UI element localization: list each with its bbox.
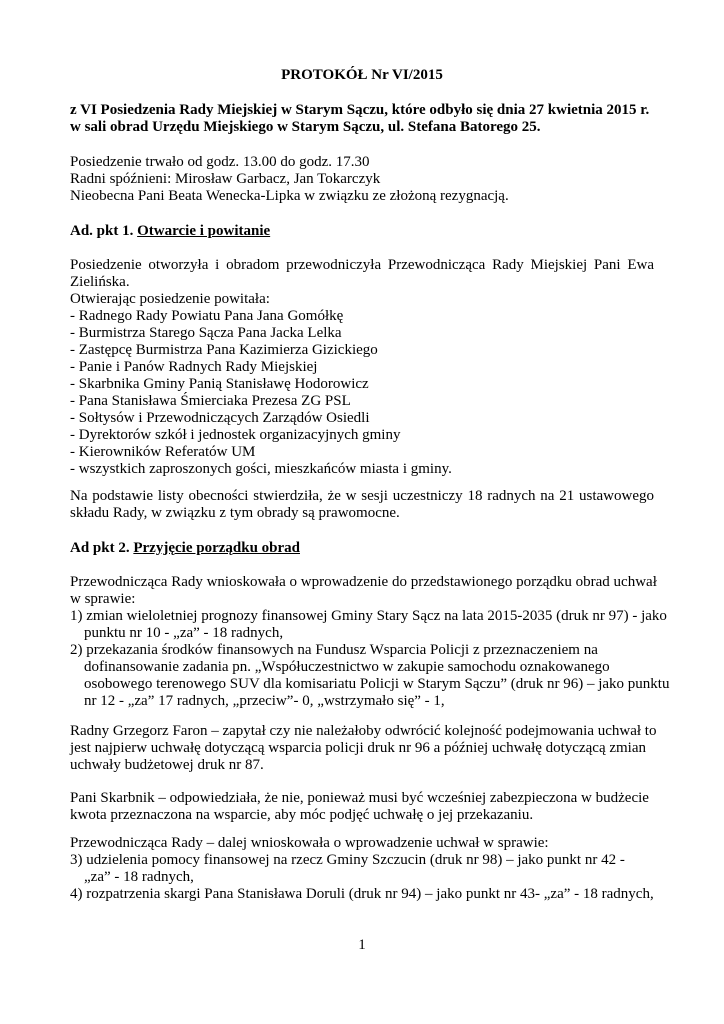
treasurer-text: Pani Skarbnik – odpowiedziała, że nie, ponieważ musi być wcześniej zabezpieczona w budżecie [70,790,649,806]
late-councillors: Radni spóźnieni: Mirosław Garbacz, Jan Tokarczyk [70,171,381,187]
greeting-item: - Kierowników Referatów UM [70,444,256,460]
agenda-item-1-vote: punktu nr 10 - „za” - 18 radnych, [84,625,284,641]
document-subtitle [70,102,654,136]
section1-title: Otwarcie i powitanie [137,223,271,239]
greeting-intro: Otwierając posiedzenie powitała: [70,291,270,307]
greeting-item: - Zastępcę Burmistrza Pana Kazimierza Gizickiego [70,342,378,358]
document-title: PROTOKÓŁ Nr VI/2015 [281,67,443,83]
section1-heading [70,223,654,240]
further-request [70,835,654,903]
greeting-item: - Burmistrza Starego Sącza Pana Jacka Lelka [70,325,342,341]
faron-question [70,723,657,774]
greeting-item: - wszystkich zaproszonych gości, mieszkańców miasta i gminy. [70,461,452,477]
faron-text: uchwały budżetowej druk nr 87. [70,757,264,773]
agenda-item-2-text: dofinansowanie zadania pn. „Współuczestnictwo w zakupie samochodu oznakowanego [84,659,610,675]
greeting-item: - Radnego Rady Powiatu Pana Jana Gomółkę [70,308,344,324]
request-text: w sprawie: [70,591,136,607]
section2-prefix: Ad pkt 2. [70,540,130,556]
greeting-item: - Sołtysów i Przewodniczących Zarządów Osiedli [70,410,370,426]
absent-councillor: Nieobecna Pani Beata Wenecka-Lipka w związku ze złożoną rezygnacją. [70,188,509,204]
quorum-text: składu Rady, w związku z tym obrady są prawomocne. [70,505,400,521]
quorum-paragraph [70,488,654,522]
greeting-item: - Panie i Panów Radnych Rady Miejskiej [70,359,318,375]
further-request-text: Przewodnicząca Rady – dalej wnioskowała o wprowadzenie uchwał w sprawie: [70,835,549,851]
page-number: 1 [358,937,366,953]
session-info [70,154,654,205]
subtitle-line: w sali obrad Urzędu Miejskiego w Starym Sączu, ul. Stefana Batorego 25. [70,119,541,135]
greeting-item: - Pana Stanisława Śmierciaka Prezesa ZG PSL [70,393,351,409]
quorum-text: Na podstawie listy obecności stwierdziła, że w sesji uczestniczy 18 radnych na 21 ustawowego [70,488,654,504]
section1-opening [70,257,654,478]
section1-prefix: Ad. pkt 1. [70,223,134,239]
section2-title: Przyjęcie porządku obrad [133,540,300,556]
agenda-item-2-text: osobowego terenowego SUV dla komisariatu Policji w Starym Sączu” (druk nr 96) – jako punktu [84,676,670,692]
agenda-item-4: 4) rozpatrzenia skargi Pana Stanisława Doruli (druk nr 94) – jako punkt nr 43- „za” - 18 radnych, [70,886,654,902]
agenda-item-2-vote: nr 12 - „za” 17 radnych, „przeciw”- 0, „wstrzymało się” - 1, [84,693,445,709]
faron-text: Radny Grzegorz Faron – zapytał czy nie należałoby odwrócić kolejność podejmowania uchwał to [70,723,657,739]
agenda-item-2: 2) przekazania środków finansowych na Fundusz Wsparcia Policji z przeznaczeniem na [70,642,598,658]
section2-heading [70,540,654,557]
agenda-item-1: 1) zmian wieloletniej prognozy finansowej Gminy Stary Sącz na lata 2015-2035 (druk nr 97) - jako [70,608,667,624]
opening-text: Posiedzenie otworzyła i obradom przewodniczyła Przewodnicząca Rady Miejskiej Pani Ewa [70,257,654,273]
greeting-item: - Skarbnika Gminy Panią Stanisławę Hodorowicz [70,376,369,392]
faron-text: jest najpierw uchwałę dotyczącą wsparcia policji druk nr 96 a później uchwałę dotyczącą zmian [70,740,646,756]
request-text: Przewodnicząca Rady wnioskowała o wprowadzenie do przedstawionego porządku obrad uchwał [70,574,657,590]
treasurer-text: kwota przeznaczona na wsparcie, aby móc podjęć uchwałę o jej przekazaniu. [70,807,534,823]
agenda-request [70,574,670,710]
session-duration: Posiedzenie trwało od godz. 13.00 do godz. 17.30 [70,154,370,170]
treasurer-answer [70,790,654,824]
subtitle-line: z VI Posiedzenia Rady Miejskiej w Starym Sączu, które odbyło się dnia 27 kwietnia 2015 r. [70,102,650,118]
agenda-item-3: 3) udzielenia pomocy finansowej na rzecz Gminy Szczucin (druk nr 98) – jako punkt nr 42 - [70,852,625,868]
greeting-item: - Dyrektorów szkół i jednostek organizacyjnych gminy [70,427,401,443]
agenda-item-3-vote: „za” - 18 radnych, [84,869,194,885]
opening-text: Zielińska. [70,274,130,290]
